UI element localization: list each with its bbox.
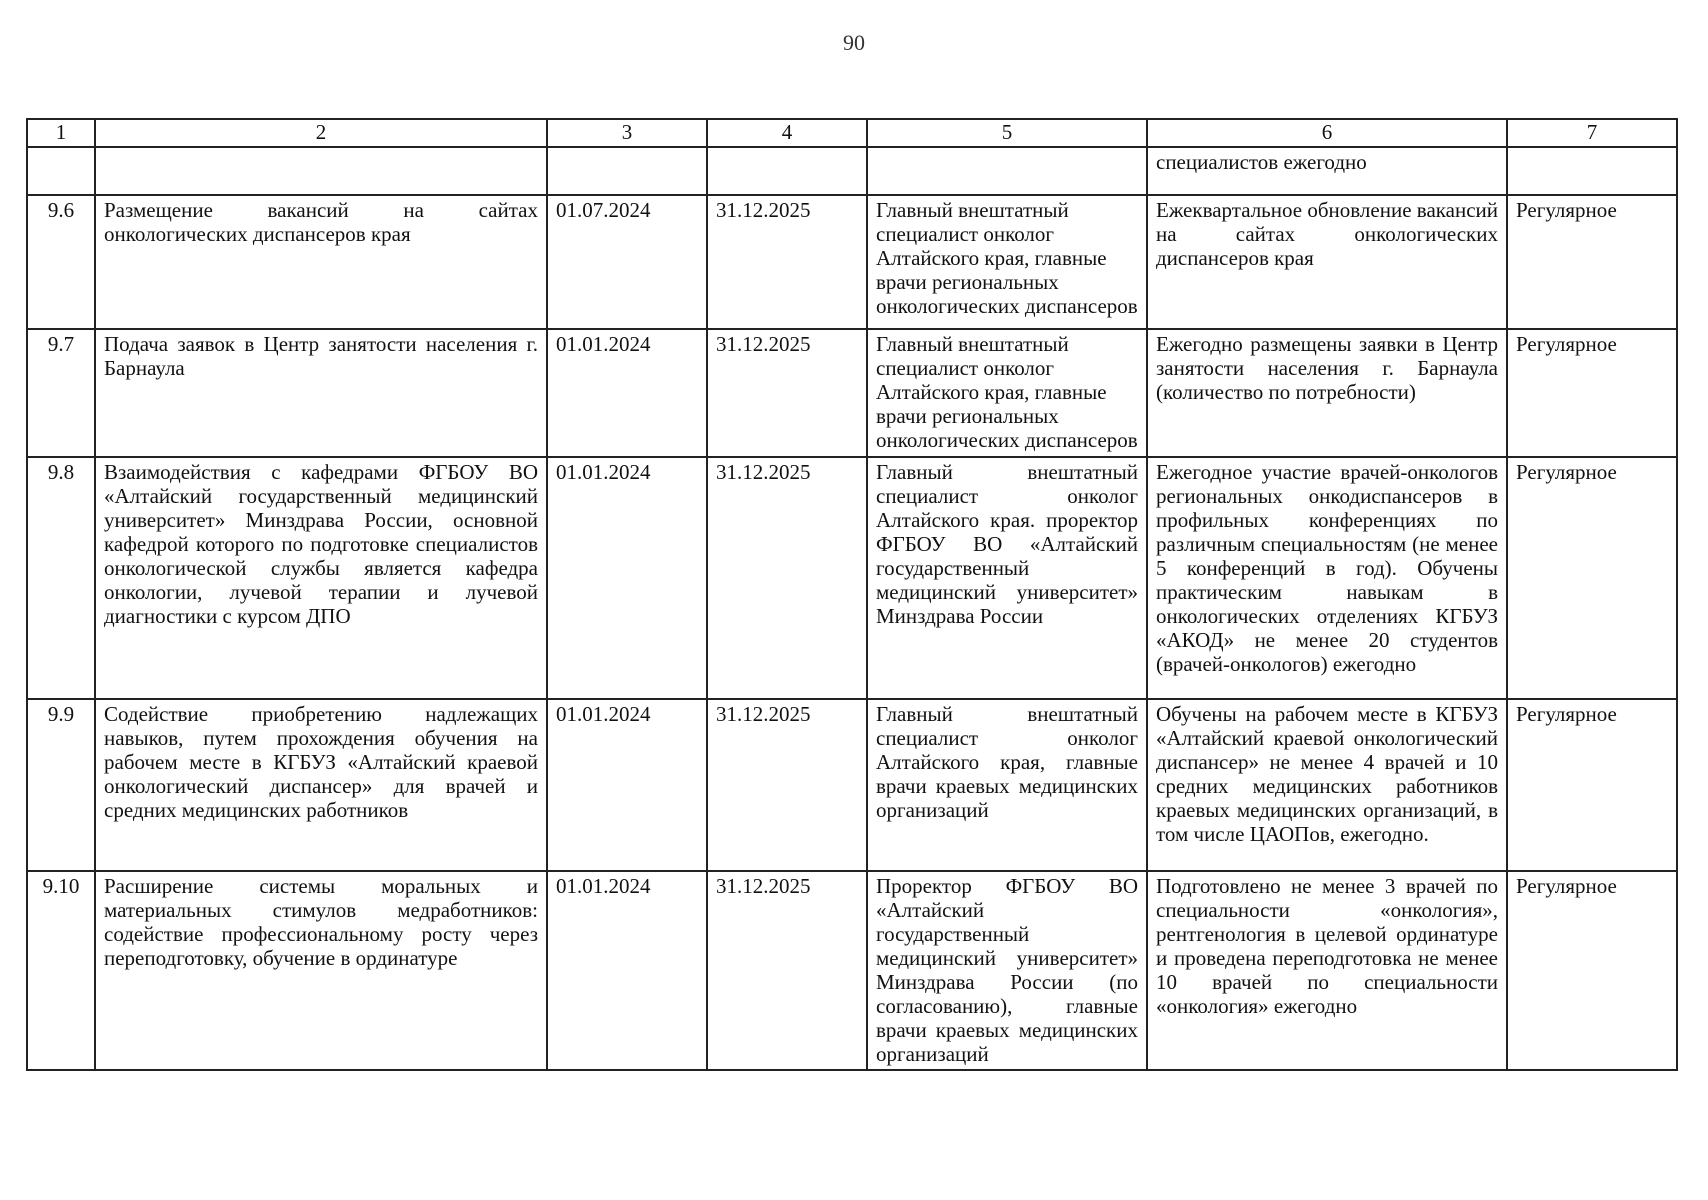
header-cell-1: 1 [27,119,95,147]
continuation-cell-3 [547,147,707,195]
page-number: 90 [843,30,865,55]
continuation-cell-7 [1507,147,1677,195]
row-action: Размещение вакансий на сайтах онкологических диспансеров края [95,195,547,329]
header-row [27,119,1677,147]
continuation-cell-2 [95,147,547,195]
row-number: 9.6 [27,195,95,329]
row-start-date: 01.01.2024 [547,871,707,1070]
continuation-result: специалистов ежегодно [1147,147,1507,195]
row-end-date: 31.12.2025 [707,871,867,1070]
continuation-row [27,147,1677,195]
continuation-cell-5 [867,147,1147,195]
row-number: 9.9 [27,699,95,871]
row-frequency: Регулярное [1507,195,1677,329]
row-action: Расширение системы моральных и материальных стимулов медработников: содействие профессиональному росту через переподготовку, обучение в ординатуре [95,871,547,1070]
table-row [27,195,1677,329]
row-start-date: 01.01.2024 [547,699,707,871]
row-frequency: Регулярное [1507,457,1677,699]
row-frequency: Регулярное [1507,871,1677,1070]
header-cell-2: 2 [95,119,547,147]
row-responsible: Главный внештатный специалист онколог Алтайского края, главные врачи региональных онкологических диспансеров [867,329,1147,457]
row-responsible: Проректор ФГБОУ ВО «Алтайский государственный медицинский университет» Минздрава России (по согласованию), главные врачи краевых медицинских организаций [867,871,1147,1070]
row-action: Взаимодействия с кафедрами ФГБОУ ВО «Алтайский государственный медицинский университет» Минздрава России, основной кафедрой которого по подготовке специалистов онкологической службы является кафедра онкологии, лучевой терапии и лучевой диагностики с курсом ДПО [95,457,547,699]
row-end-date: 31.12.2025 [707,699,867,871]
table-row [27,871,1677,1070]
row-start-date: 01.01.2024 [547,329,707,457]
row-end-date: 31.12.2025 [707,329,867,457]
header-cell-3: 3 [547,119,707,147]
row-number: 9.8 [27,457,95,699]
row-action: Подача заявок в Центр занятости населения г. Барнаула [95,329,547,457]
table-row [27,699,1677,871]
plan-table [26,118,1678,1071]
row-frequency: Регулярное [1507,699,1677,871]
row-responsible: Главный внештатный специалист онколог Алтайского края, главные врачи региональных онкологических диспансеров [867,195,1147,329]
row-result: Подготовлено не менее 3 врачей по специальности «онкология», рентгенология в целевой ординатуре и проведена переподготовка не менее 10 врачей по специальности «онкология» ежегодно [1147,871,1507,1070]
row-number: 9.10 [27,871,95,1070]
row-end-date: 31.12.2025 [707,457,867,699]
row-result: Ежегодно размещены заявки в Центр занятости населения г. Барнаула (количество по потребности) [1147,329,1507,457]
row-responsible: Главный внештатный специалист онколог Алтайского края, главные врачи краевых медицинских организаций [867,699,1147,871]
row-action: Содействие приобретению надлежащих навыков, путем прохождения обучения на рабочем месте в КГБУЗ «Алтайский краевой онкологический диспансер» для врачей и средних медицинских работников [95,699,547,871]
row-start-date: 01.01.2024 [547,457,707,699]
row-start-date: 01.07.2024 [547,195,707,329]
header-cell-7: 7 [1507,119,1677,147]
row-frequency: Регулярное [1507,329,1677,457]
continuation-cell-1 [27,147,95,195]
header-cell-6: 6 [1147,119,1507,147]
continuation-cell-4 [707,147,867,195]
row-responsible: Главный внештатный специалист онколог Алтайского края. проректор ФГБОУ ВО «Алтайский государственный медицинский университет» Минздрава России [867,457,1147,699]
table-row [27,329,1677,457]
row-result: Обучены на рабочем месте в КГБУЗ «Алтайский краевой онкологический диспансер» не менее 4 врачей и 10 средних медицинских работников краевых медицинских организаций, в том числе ЦАОПов, ежегодно. [1147,699,1507,871]
row-result: Ежеквартальное обновление вакансий на сайтах онкологических диспансеров края [1147,195,1507,329]
table-row [27,457,1677,699]
header-cell-5: 5 [867,119,1147,147]
header-cell-4: 4 [707,119,867,147]
row-end-date: 31.12.2025 [707,195,867,329]
row-number: 9.7 [27,329,95,457]
row-result: Ежегодное участие врачей-онкологов региональных онкодиспансеров в профильных конференциях по различным специальностям (не менее 5 конференций в год). Обучены практическим навыкам в онкологических отделениях КГБУЗ «АКОД» не менее 20 студентов (врачей-онкологов) ежегодно [1147,457,1507,699]
